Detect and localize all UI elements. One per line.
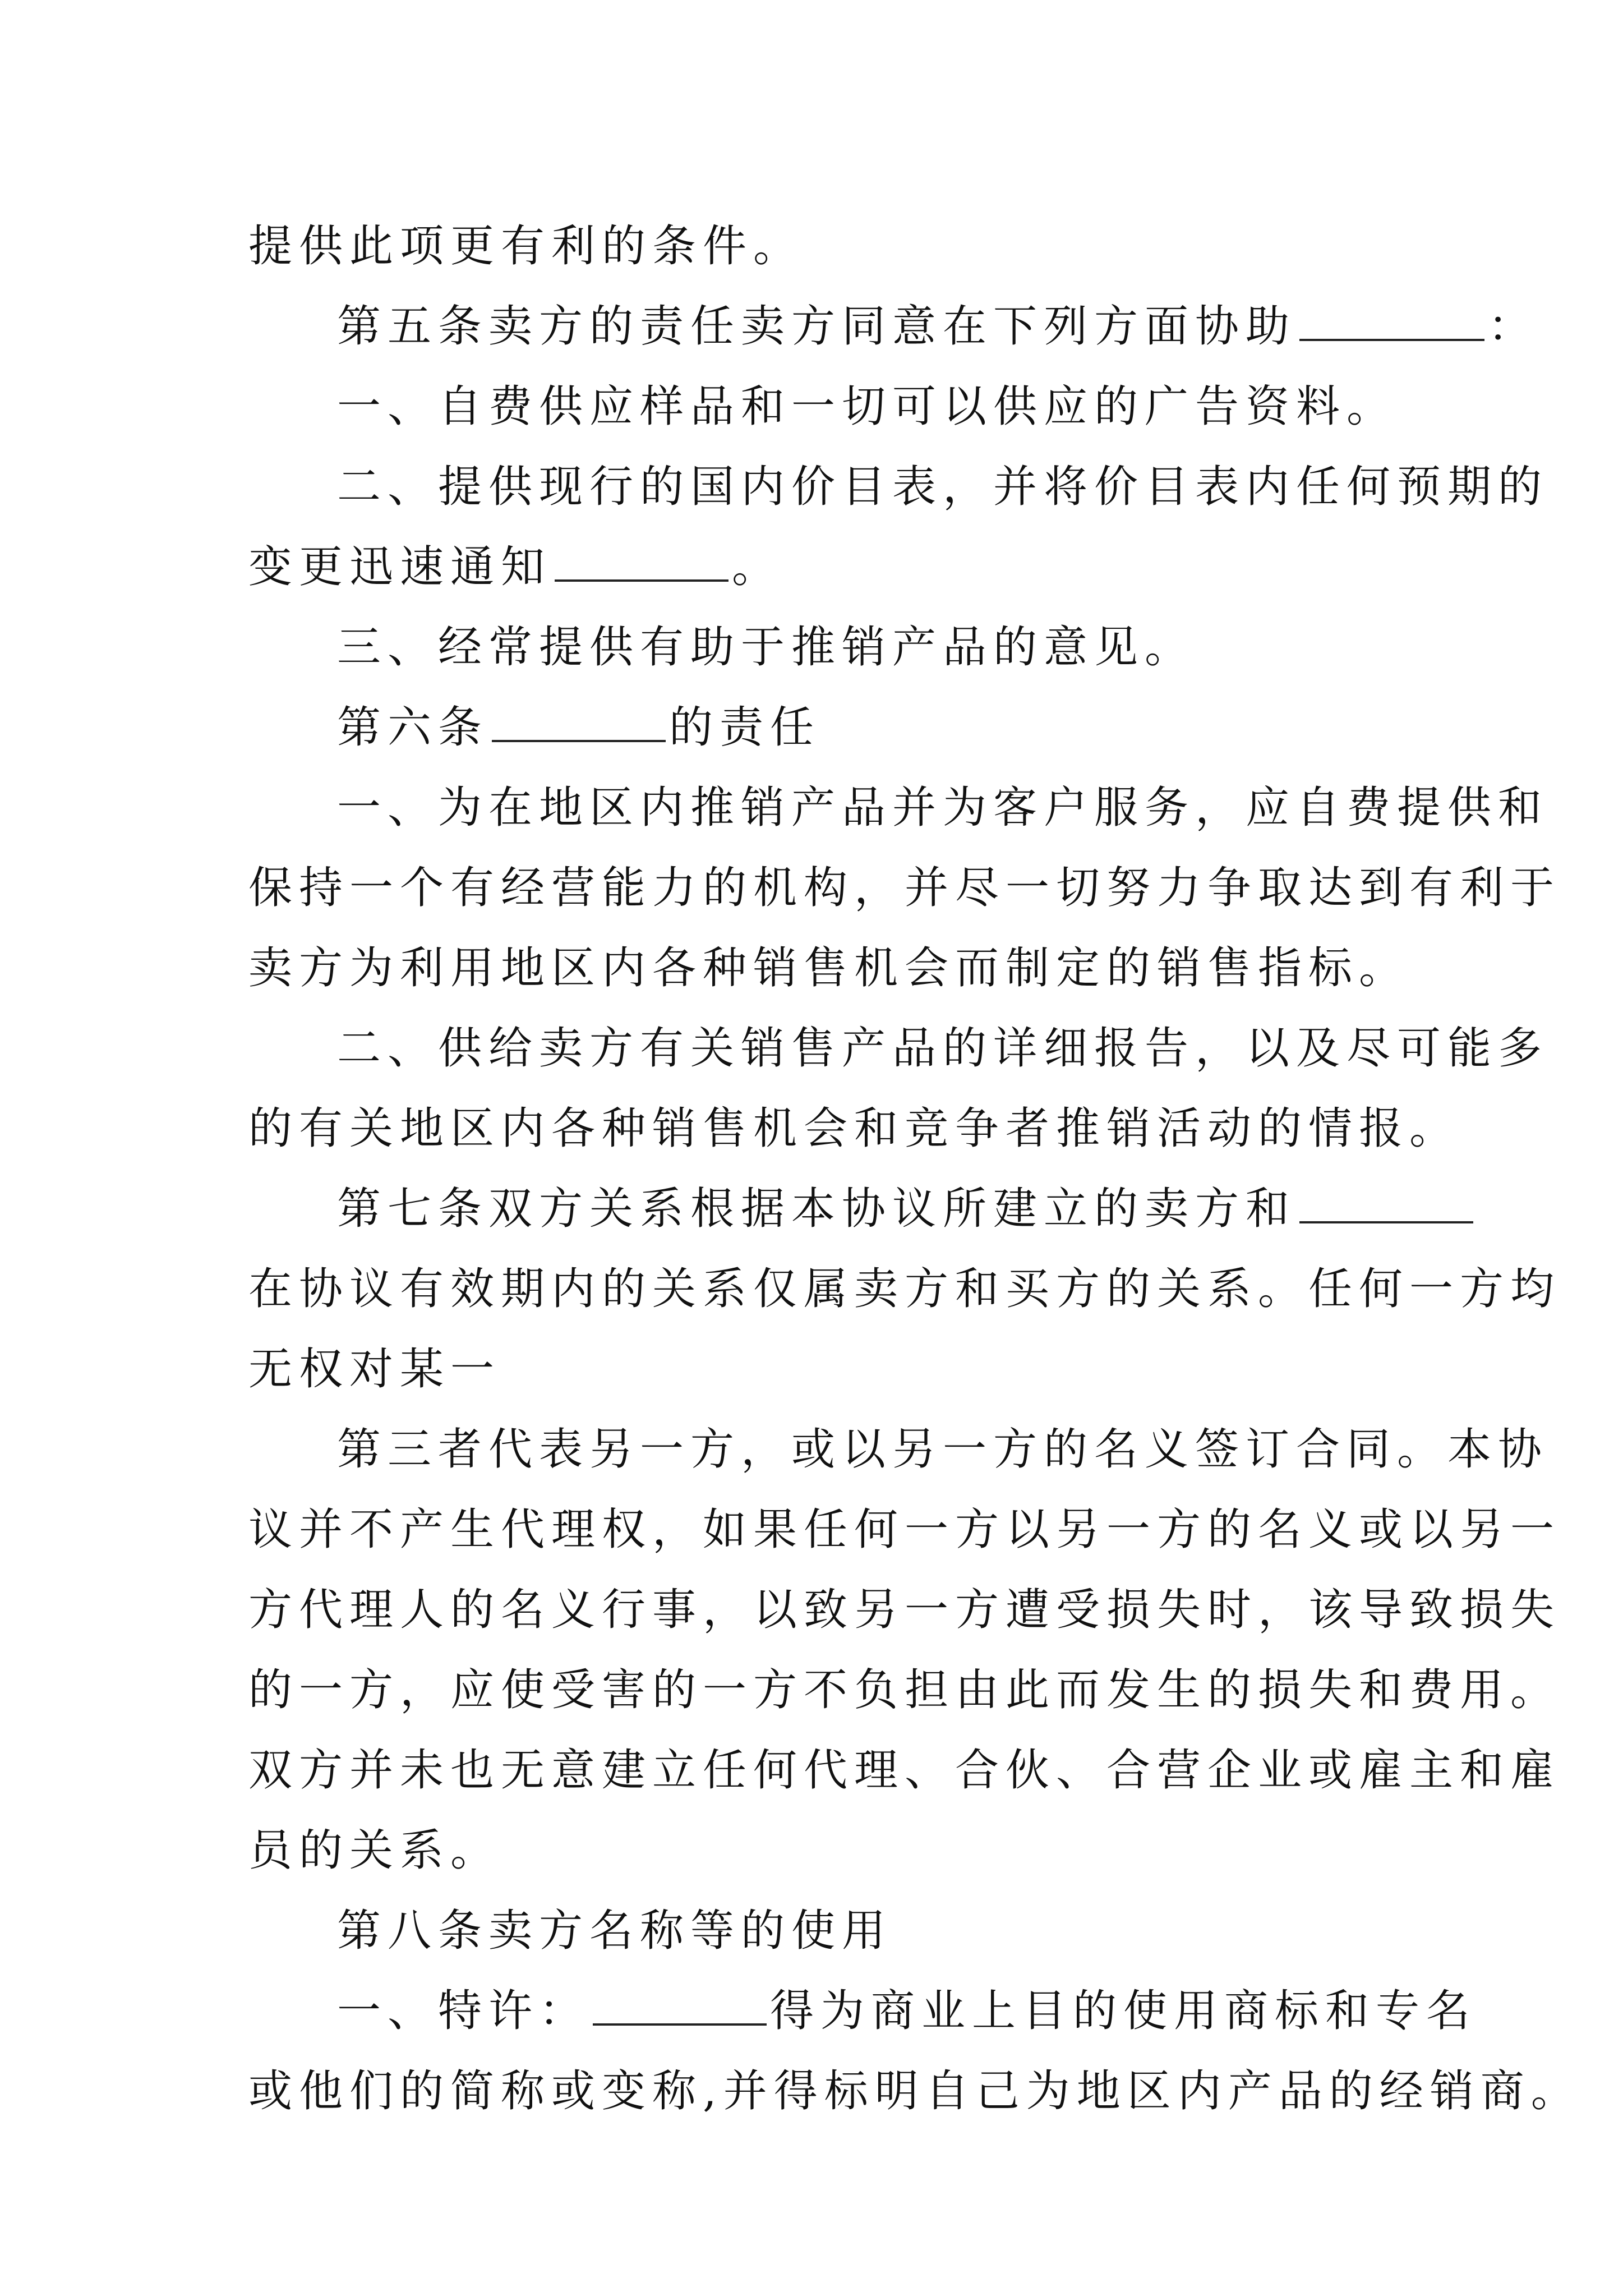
- blank-field: [555, 574, 728, 582]
- paragraph-line: 卖方为利用地区内各种销售机会而制定的销售指标。: [248, 943, 1410, 993]
- article-5-heading-end: ：: [1488, 301, 1539, 352]
- paragraph-line: 提供此项更有利的条件。: [248, 221, 804, 272]
- article-5-heading-text: 第五条卖方的责任卖方同意在下列方面协助: [337, 301, 1297, 352]
- blank-field: [492, 734, 666, 742]
- article-6-heading-start: 第六条: [337, 702, 489, 753]
- article-7-heading-line: [248, 1169, 1393, 1249]
- blank-field: [1299, 333, 1484, 341]
- paragraph-line: 二、提供现行的国内价目表，并将价目表内任何预期的: [337, 462, 1549, 512]
- price-notice-end: 。: [732, 542, 783, 592]
- paragraph-line: 保持一个有经营能力的机构，并尽一切努力争取达到有利于: [248, 863, 1561, 913]
- paragraph-line: 双方并未也无意建立任何代理、合伙、合营企业或雇主和雇: [248, 1745, 1561, 1796]
- paragraph-line: 在协议有效期内的关系仅属卖方和买方的关系。任何一方均: [248, 1264, 1561, 1314]
- blank-field: [593, 2018, 767, 2026]
- paragraph-line: 无权对某一: [248, 1344, 501, 1395]
- blank-field: [1299, 1216, 1473, 1223]
- paragraph-line: 员的关系。: [248, 1825, 501, 1876]
- paragraph-line: 一、自费供应样品和一切可以供应的广告资料。: [337, 381, 1398, 432]
- paragraph-line: 或他们的简称或变称,并得标明自己为地区内产品的经销商。: [248, 2066, 1581, 2116]
- article-6-heading-end: 的责任: [669, 702, 821, 753]
- article-5-heading-line: [248, 287, 1539, 367]
- paragraph-line: 方代理人的名义行事，以致另一方遭受损失时，该导致损失: [248, 1585, 1561, 1635]
- paragraph-line: 的一方，应使受害的一方不负担由此而发生的损失和费用。: [248, 1665, 1561, 1715]
- license-end: 得为商业上目的使用商标和专名: [770, 1986, 1477, 2036]
- paragraph-line: 二、供给卖方有关销售产品的详细报告，以及尽可能多: [337, 1023, 1549, 1074]
- price-notice-text: 变更迅速通知: [248, 542, 552, 592]
- contract-text-body: [248, 206, 1581, 2132]
- paragraph-line: 三、经常提供有助于推销产品的意见。: [337, 622, 1196, 673]
- article-8-heading: 第八条卖方名称等的使用: [337, 1906, 893, 1956]
- paragraph-line: 一、为在地区内推销产品并为客户服务，应自费提供和: [337, 783, 1549, 833]
- license-line: [248, 1971, 1477, 2051]
- paragraph-line: 议并不产生代理权，如果任何一方以另一方的名义或以另一: [248, 1504, 1561, 1555]
- price-notice-line: [248, 527, 1393, 608]
- article-6-heading-line: [248, 688, 1393, 768]
- article-7-heading-text: 第七条双方关系根据本协议所建立的卖方和: [337, 1184, 1297, 1234]
- paragraph-line: 的有关地区内各种销售机会和竞争者推销活动的情报。: [248, 1103, 1460, 1154]
- license-start: 一、特许：: [337, 1986, 590, 2036]
- paragraph-line: 第三者代表另一方，或以另一方的名义签订合同。本协: [337, 1424, 1549, 1475]
